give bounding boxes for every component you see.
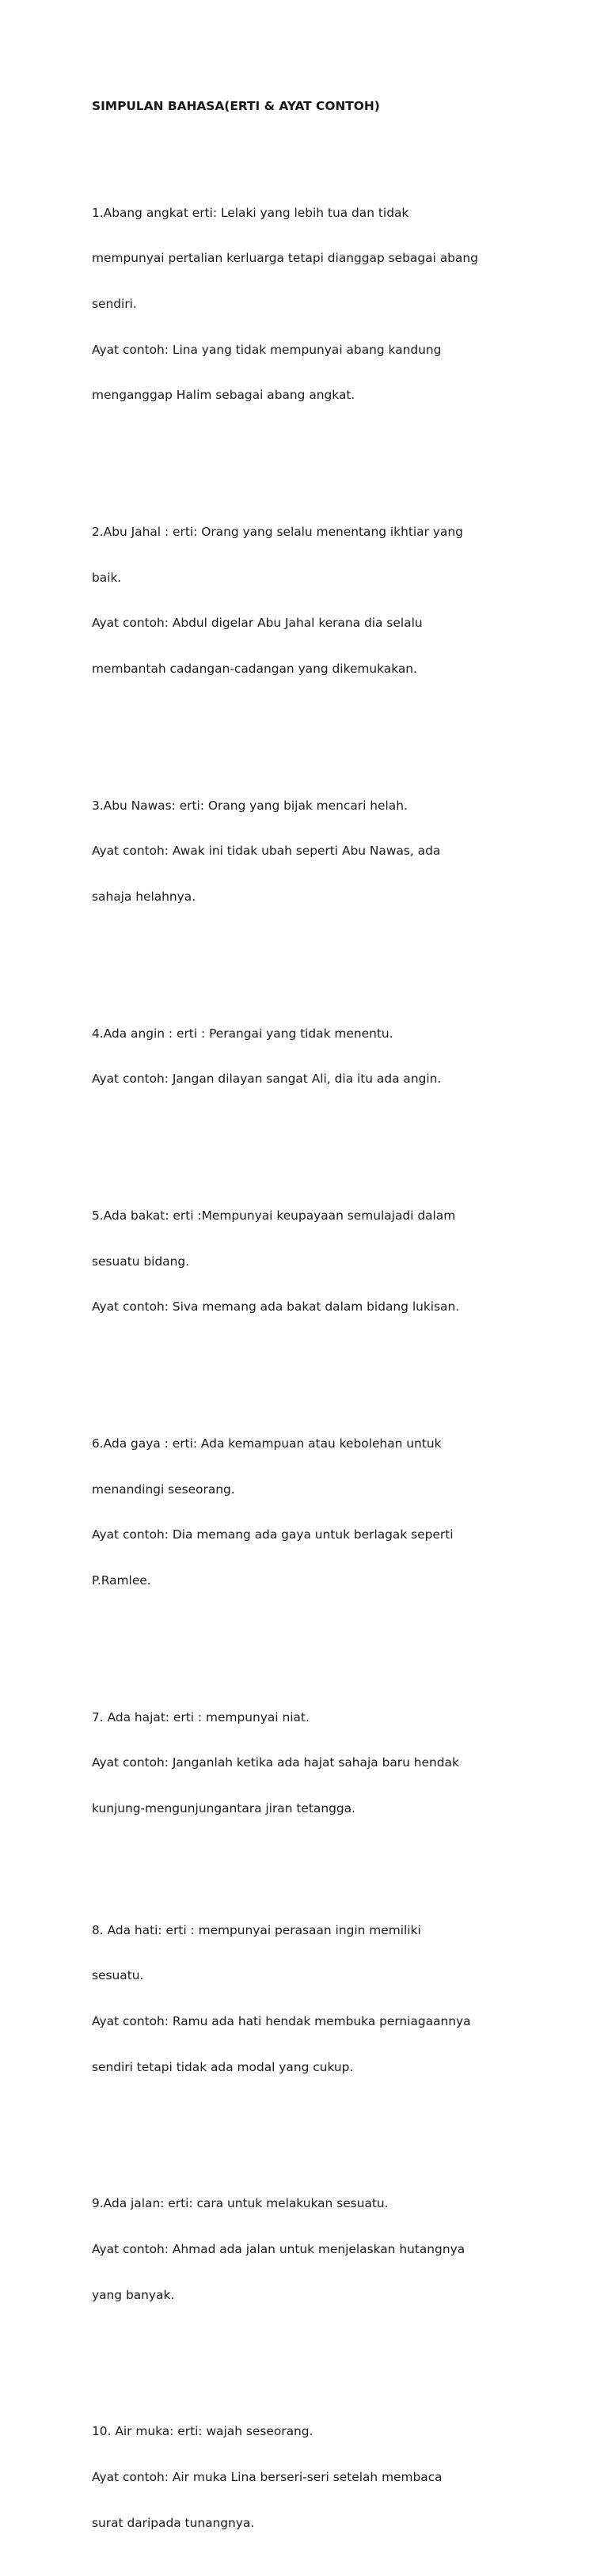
entry-ada-jalan	[92, 2166, 591, 2333]
entry-abu-nawas	[92, 768, 591, 935]
entry-line: sendiri tetapi tidak ada modal yang cukup.	[92, 2059, 354, 2074]
entry-ada-gaya	[92, 1406, 591, 1619]
entry-line: Ayat contoh: Jangan dilayan sangat Ali, dia itu ada angin.	[92, 1072, 442, 1087]
entry-line: yang banyak.	[92, 2287, 175, 2302]
entry-abang-angkat	[92, 175, 591, 433]
entry-line: P.Ramlee.	[92, 1573, 151, 1588]
entry-line: Ayat contoh: Air muka Lina berseri-seri setelah membaca	[92, 2469, 443, 2484]
entry-ada-angin	[92, 996, 591, 1117]
entry-line: kunjung-mengunjungantara jiran tetangga.	[92, 1801, 355, 1816]
document-title: SIMPULAN BAHASA(ERTI & AYAT CONTOH)	[92, 99, 380, 114]
entry-line: 2.Abu Jahal : erti: Orang yang selalu menentang ikhtiar yang	[92, 525, 463, 540]
entry-line: menandingi seseorang.	[92, 1481, 235, 1497]
entry-line: Ayat contoh: Siva memang ada bakat dalam bidang lukisan.	[92, 1299, 460, 1315]
entry-line: mempunyai pertalian kerluarga tetapi dianggap sebagai abang	[92, 251, 478, 266]
entry-line: 7. Ada hajat: erti : mempunyai niat.	[92, 1709, 310, 1724]
entry-line: Ayat contoh: Awak ini tidak ubah seperti Abu Nawas, ada	[92, 844, 441, 859]
entry-line: menganggap Halim sebagai abang angkat.	[92, 388, 355, 403]
entry-line: sesuatu.	[92, 1968, 144, 1983]
entry-line: 8. Ada hati: erti : mempunyai perasaan ingin memiliki	[92, 1922, 421, 1937]
entry-line: Ayat contoh: Ahmad ada jalan untuk menjelaskan hutangnya	[92, 2241, 466, 2256]
entry-line: 1.Abang angkat erti: Lelaki yang lebih tua dan tidak	[92, 205, 409, 220]
document-page	[92, 69, 591, 2576]
entry-line: baik.	[92, 570, 122, 585]
entry-line: 5.Ada bakat: erti :Mempunyai keupayaan semulajadi dalam	[92, 1208, 456, 1224]
entry-line: Ayat contoh: Lina yang tidak mempunyai abang kandung	[92, 342, 442, 357]
entry-line: 9.Ada jalan: erti: cara untuk melakukan sesuatu.	[92, 2196, 389, 2211]
entry-abu-jahal	[92, 495, 591, 708]
entry-line: 6.Ada gaya : erti: Ada kemampuan atau kebolehan untuk	[92, 1436, 442, 1451]
entry-line: sahaja helahnya.	[92, 889, 196, 904]
entry-line: Ayat contoh: Dia memang ada gaya untuk berlagak seperti	[92, 1527, 454, 1542]
entry-line: surat daripada tunangnya.	[92, 2515, 255, 2530]
entry-line: 3.Abu Nawas: erti: Orang yang bijak mencari helah.	[92, 798, 408, 813]
entry-line: sendiri.	[92, 297, 137, 312]
entry-line: Ayat contoh: Abdul digelar Abu Jahal kerana dia selalu	[92, 616, 423, 631]
entry-ada-hajat	[92, 1679, 591, 1846]
entry-line: membantah cadangan-cadangan yang dikemukakan.	[92, 661, 417, 676]
entry-ada-bakat	[92, 1178, 591, 1345]
entry-ada-hati	[92, 1892, 591, 2105]
entry-line: 4.Ada angin : erti : Perangai yang tidak menentu.	[92, 1026, 393, 1041]
entry-line: sesuatu bidang.	[92, 1254, 190, 1269]
entry-line: Ayat contoh: Ramu ada hati hendak membuka perniagaannya	[92, 2013, 471, 2028]
entry-air-muka	[92, 2394, 591, 2561]
entry-line: 10. Air muka: erti: wajah seseorang.	[92, 2424, 314, 2439]
entry-line: Ayat contoh: Janganlah ketika ada hajat sahaja baru hendak	[92, 1755, 459, 1770]
